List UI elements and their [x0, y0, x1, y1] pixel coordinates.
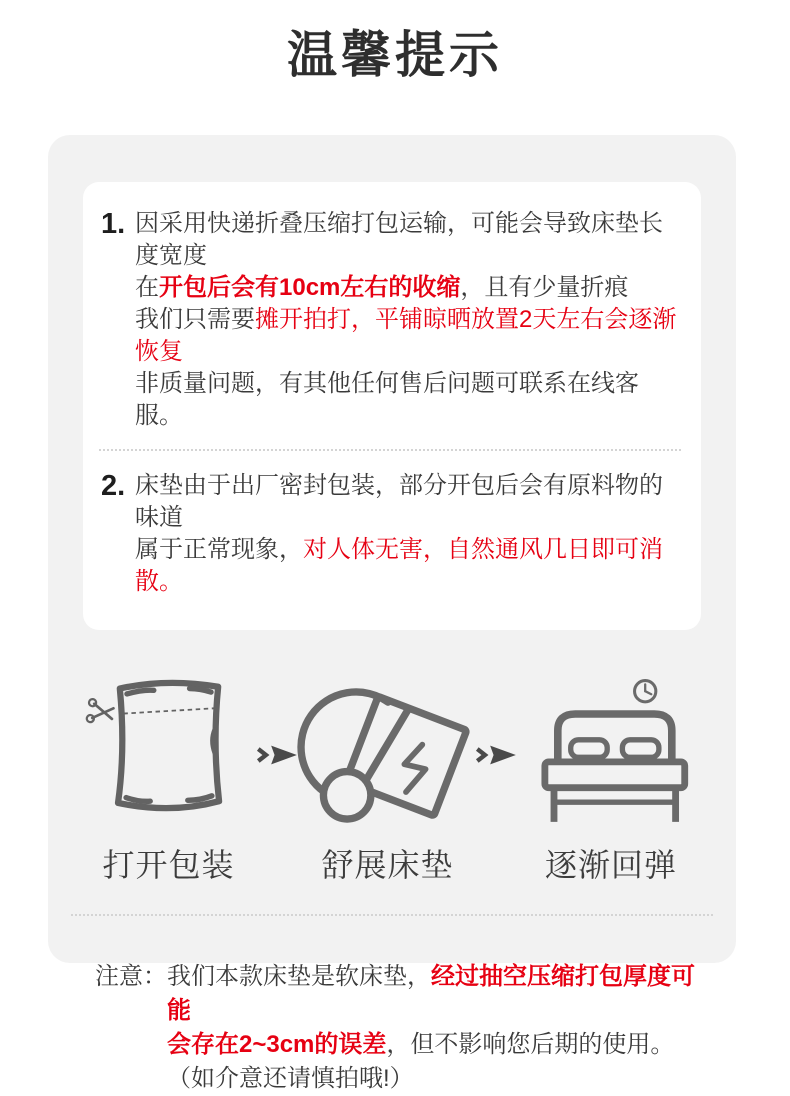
tip-1-line-1: 因采用快递折叠压缩打包运输，可能会导致床垫长度宽度	[135, 210, 663, 269]
note-section	[95, 960, 701, 1096]
unroll-mattress-icon	[303, 676, 473, 828]
tip-1-number: 1.	[101, 208, 126, 240]
note-line-2: 会存在2~3cm的误差，但不影响您后期的使用。	[167, 1031, 675, 1058]
steps-row	[83, 676, 701, 886]
note-line-1: 我们本款床垫是软床垫，经过抽空压缩打包厚度可能	[167, 963, 695, 1024]
step-label-open-package: 打开包装	[102, 847, 235, 883]
tip-2-line-2: 属于正常现象，对人体无害，自然通风几日即可消散。	[135, 536, 663, 595]
highlight-tolerance-text: 会存在2~3cm的误差	[167, 1031, 387, 1058]
note-line-3: （如介意还请慎拍哦!）	[167, 1065, 414, 1092]
tip-1-line-3: 我们只需要摊开拍打，平铺晾晒放置2天左右会逐渐恢复	[135, 306, 677, 365]
tips-inner-card	[83, 182, 701, 630]
step-rebound	[521, 676, 701, 886]
tip-item-1	[97, 208, 683, 432]
clock-icon	[635, 681, 656, 702]
tip-2-line-1: 床垫由于出厂密封包装，部分开包后会有原料物的味道	[135, 472, 663, 531]
note-text	[167, 960, 701, 1096]
step-arrow-icon	[254, 738, 302, 772]
tip-1-line-2: 在开包后会有10cm左右的收缩，且有少量折痕	[135, 274, 629, 301]
step-open-package	[83, 676, 254, 886]
tip-1-line-4: 非质量问题，有其他任何售后问题可联系在线客服。	[135, 370, 639, 429]
tip-2-number: 2.	[101, 470, 126, 502]
step-unroll-mattress	[302, 676, 473, 886]
highlight-harmless-text: 对人体无害，自然通风几日即可消散。	[135, 536, 663, 595]
highlight-shrink-text: 开包后会有10cm左右的收缩	[159, 274, 461, 301]
step-label-unroll-mattress: 舒展床垫	[321, 847, 454, 883]
tip-1-text	[135, 208, 683, 432]
highlight-thickness-text: 经过抽空压缩打包厚度可能	[167, 963, 695, 1024]
note-label: 注意：	[95, 963, 167, 990]
highlight-recover-text: 摊开拍打，平铺晾晒放置2天左右会逐渐恢复	[135, 306, 677, 365]
tips-divider	[99, 449, 681, 451]
tip-item-2	[97, 470, 683, 598]
step-label-rebound: 逐渐回弹	[544, 847, 677, 883]
page-title: 温馨提示	[287, 27, 503, 83]
scissors-icon	[86, 699, 114, 726]
tips-card	[48, 135, 736, 1092]
bed-rebound-icon	[521, 676, 701, 828]
step-arrow-icon	[473, 738, 521, 772]
cut-open-package-icon	[84, 676, 254, 828]
tip-2-text	[135, 470, 683, 598]
note-divider	[71, 914, 713, 916]
